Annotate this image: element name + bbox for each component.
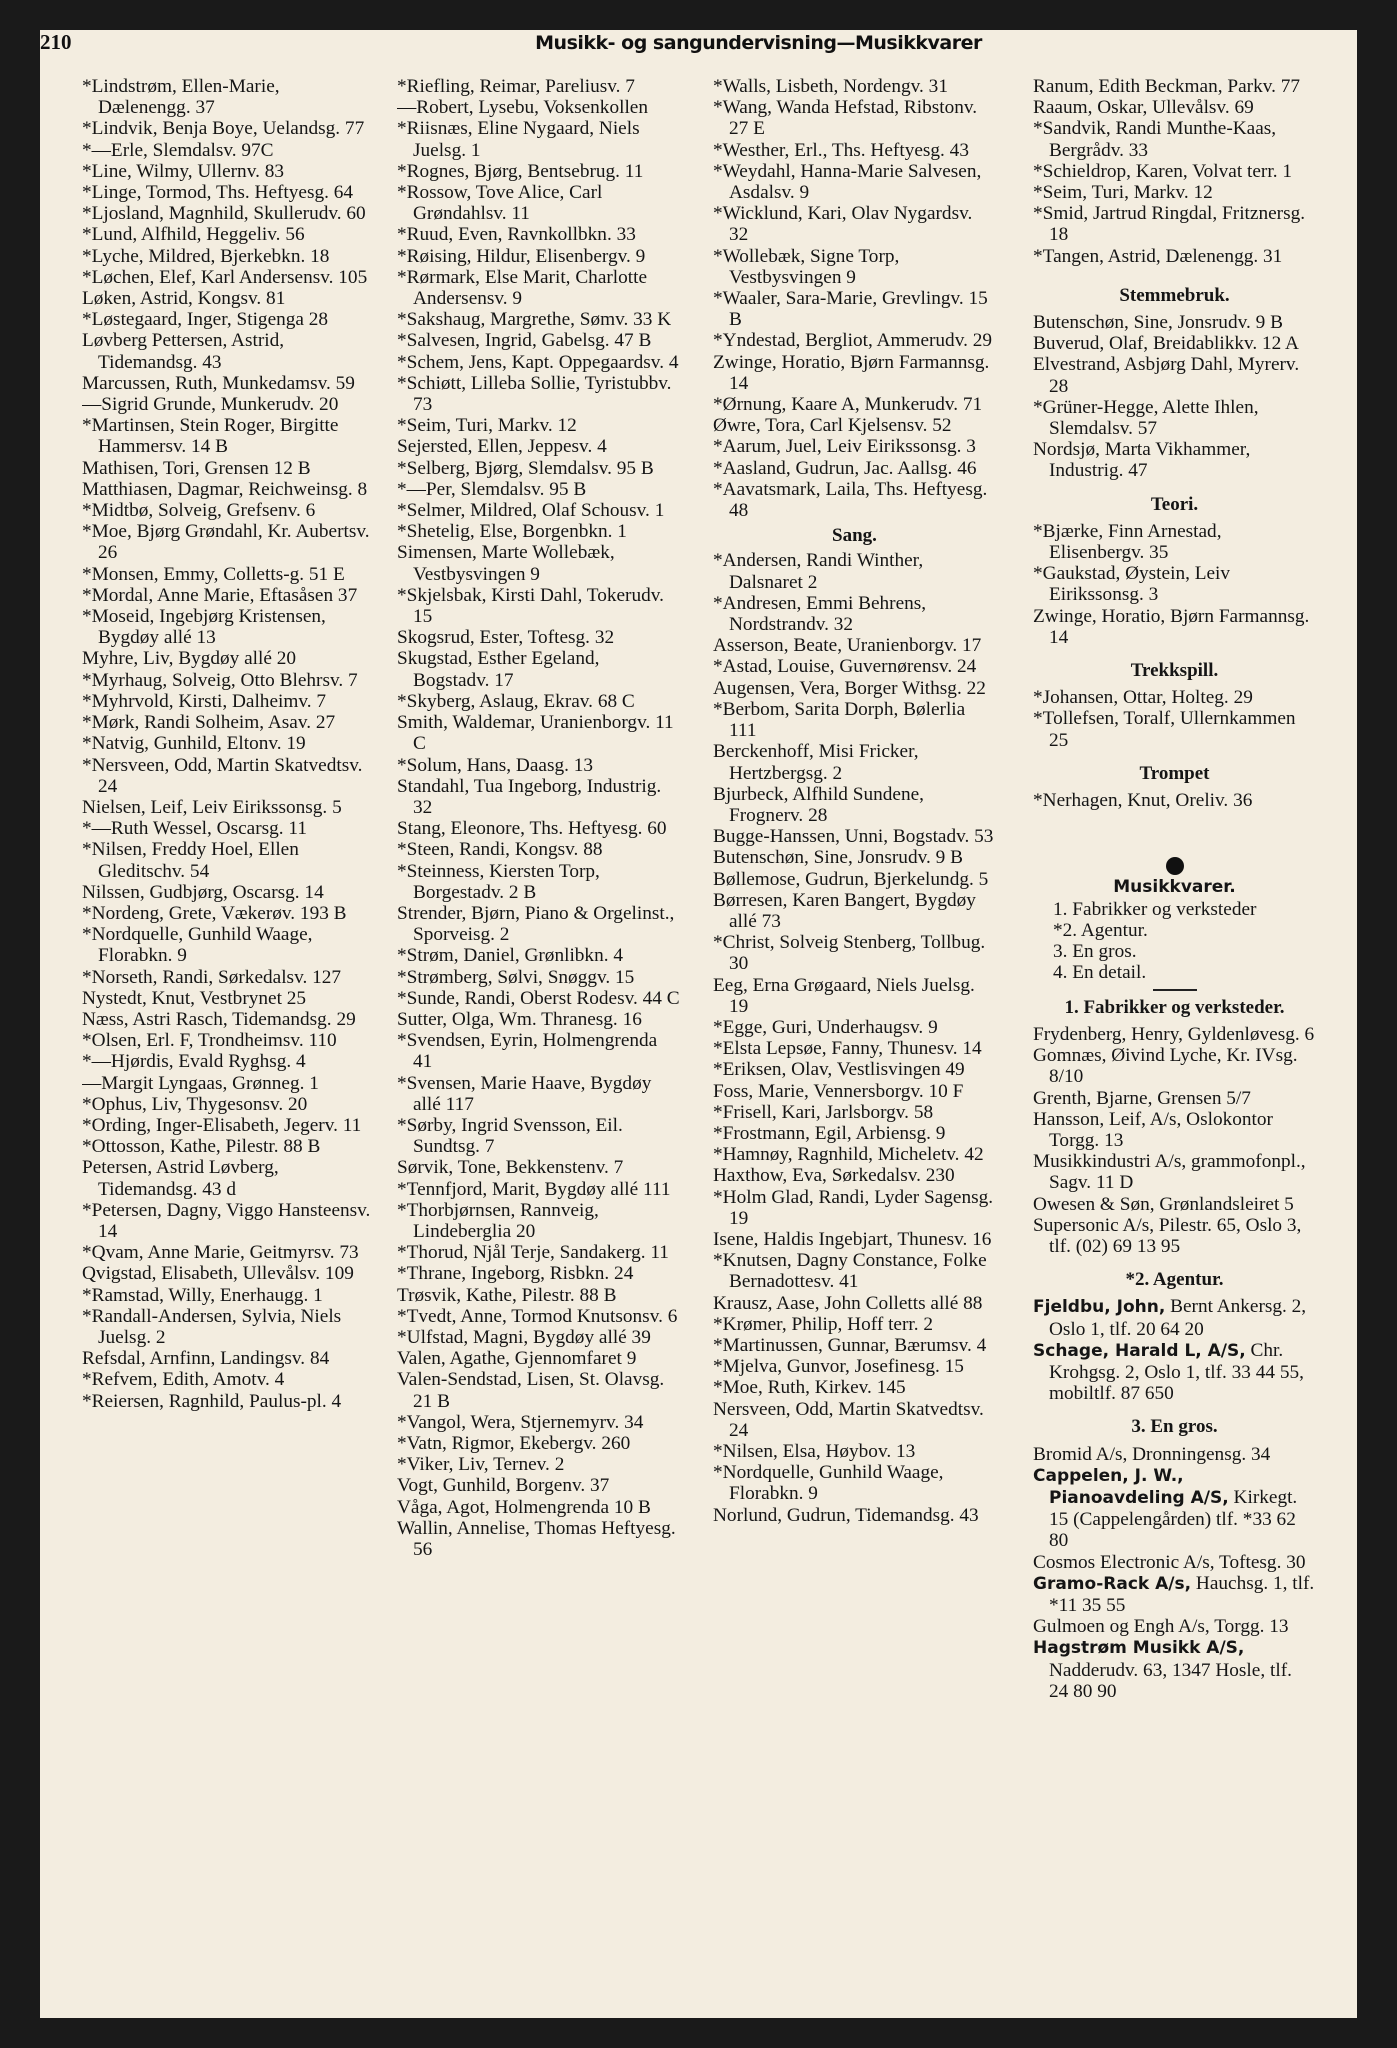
- directory-entry: *Nersveen, Odd, Martin Skatvedtsv. 24: [82, 754, 363, 797]
- directory-entry: *Lyche, Mildred, Bjerkebkn. 18: [82, 245, 330, 267]
- directory-entry: *Nordeng, Grete, Vækerøv. 193 B: [82, 902, 347, 924]
- directory-entry: Børresen, Karen Bangert, Bygdøy allé 73: [713, 889, 976, 932]
- directory-entry: *Moseid, Ingebjørg Kristensen, Bygdøy allé 13: [82, 606, 326, 649]
- directory-entry: *Krømer, Philip, Hoff terr. 2: [713, 1313, 934, 1335]
- section-heading-trekkspill: Trekkspill.: [1130, 660, 1219, 682]
- directory-entry: *Nilsen, Elsa, Høybov. 13: [713, 1441, 916, 1462]
- company-name: Gramo-Rack A/s,: [1033, 1573, 1192, 1594]
- directory-entry: *—Hjørdis, Evald Ryghsg. 4: [82, 1051, 306, 1073]
- directory-entry: *Martinussen, Gunnar, Bærumsv. 4: [713, 1334, 987, 1356]
- directory-entry: *Vangol, Wera, Stjernemyrv. 34: [397, 1411, 644, 1433]
- entry-address: Bromid A/s, Dronningensg. 34: [1033, 1443, 1271, 1465]
- directory-entry: *Astad, Louise, Guvernørensv. 24: [713, 656, 977, 678]
- directory-entry: *Svendsen, Eyrin, Holmengrenda 41: [397, 1030, 658, 1073]
- entry-address: Kirkegt. 15 (Cappelengården) tlf. *33 62 80: [1049, 1486, 1298, 1552]
- directory-entry: *Schiøtt, Lilleba Sollie, Tyristubbv. 73: [397, 372, 672, 416]
- directory-entry: *Ruud, Even, Ravnkollbkn. 33: [397, 224, 636, 246]
- directory-entry: [1033, 1616, 1316, 1637]
- directory-entry: Bøllemose, Gudrun, Bjerkelundg. 5: [713, 868, 989, 890]
- directory-entry: *Nilsen, Freddy Hoel, Ellen Gleditschv. 54: [82, 839, 299, 882]
- section-heading-trompet: Trompet: [1139, 762, 1210, 784]
- directory-entry: Marcussen, Ruth, Munkedamsv. 59: [82, 372, 355, 394]
- directory-entry: *Riisnæs, Eline Nygaard, Niels Juelsg. 1: [397, 118, 640, 161]
- directory-entry: Haxthow, Eva, Sørkedalsv. 230: [713, 1165, 955, 1187]
- directory-entry: *Strømberg, Sølvi, Snøggv. 15: [397, 966, 635, 988]
- directory-entry: Trøsvik, Kathe, Pilestr. 88 B: [397, 1284, 617, 1306]
- directory-entry: Matthiasen, Dagmar, Reichweinsg. 8: [82, 478, 368, 500]
- directory-entry: *Randall-Andersen, Sylvia, Niels Juelsg. 2: [82, 1305, 342, 1348]
- directory-entry: *Seim, Turi, Markv. 12: [397, 415, 577, 437]
- directory-entry: *Steinness, Kiersten Torp, Borgestadv. 2 B: [397, 860, 600, 903]
- directory-entry: Zwinge, Horatio, Bjørn Farmannsg. 14: [1033, 605, 1310, 648]
- entry-address: Nadderudv. 63, 1347 Hosle, tlf. 24 80 90: [1049, 1659, 1292, 1702]
- directory-entry: *Aasland, Gudrun, Jac. Aallsg. 46: [713, 457, 977, 479]
- directory-entry: Zwinge, Horatio, Bjørn Farmannsg. 14: [713, 351, 990, 394]
- directory-entry: *Ørnung, Kaare A, Munkerudv. 71: [713, 394, 983, 416]
- directory-entry: Sørvik, Tone, Bekkenstenv. 7: [397, 1157, 624, 1179]
- directory-entry: Våga, Agot, Holmengrenda 10 B: [397, 1496, 651, 1518]
- directory-entry: *Ramstad, Willy, Enerhaugg. 1: [82, 1284, 323, 1306]
- directory-entry: Wallin, Annelise, Thomas Heftyesg. 56: [397, 1517, 676, 1561]
- directory-entry: Bugge-Hanssen, Unni, Bogstadv. 53: [713, 826, 994, 848]
- directory-entry: Nordsjø, Marta Vikhammer, Industrig. 47: [1033, 439, 1251, 482]
- directory-entry: *Gaukstad, Øystein, Leiv Eirikssonsg. 3: [1033, 563, 1231, 606]
- directory-entry: *Nerhagen, Knut, Oreliv. 36: [1033, 790, 1253, 812]
- directory-entry: *Mjelva, Gunvor, Josefinesg. 15: [713, 1356, 964, 1378]
- directory-entry: *Berbom, Sarita Dorph, Bølerlia 111: [713, 698, 966, 742]
- section-heading-teori: Teori.: [1150, 493, 1199, 515]
- directory-entry: Frydenberg, Henry, Gyldenløvesg. 6: [1033, 1023, 1315, 1045]
- directory-entry: *Natvig, Gunhild, Eltonv. 19: [82, 733, 306, 755]
- divider: [1153, 989, 1197, 990]
- directory-entry: *Riefling, Reimar, Pareliusv. 7: [397, 76, 635, 97]
- directory-entry: Musikkindustri A/s, grammofonpl., Sagv. 11 D: [1033, 1151, 1306, 1194]
- directory-entry: *Tvedt, Anne, Tormod Knutsonsv. 6: [397, 1305, 678, 1327]
- directory-entry: Ranum, Edith Beckman, Parkv. 77: [1033, 76, 1301, 97]
- directory-entry: [1033, 1637, 1316, 1702]
- directory-entry: *Solum, Hans, Daasg. 13: [397, 754, 594, 776]
- directory-entry: Stang, Eleonore, Ths. Heftyesg. 60: [397, 818, 667, 840]
- section-heading-musikkvarer: Musikkvarer.: [1113, 877, 1236, 898]
- directory-entry: *Rognes, Bjørg, Bentsebrug. 11: [397, 160, 644, 182]
- directory-entry: *Shetelig, Else, Borgenbkn. 1: [397, 521, 627, 543]
- directory-entry: *Wang, Wanda Hefstad, Ribstonv. 27 E: [713, 97, 978, 140]
- directory-entry: Grenth, Bjarne, Grensen 5/7: [1033, 1087, 1251, 1109]
- directory-entry: *Weydahl, Hanna-Marie Salvesen, Asdalsv. 9: [713, 160, 982, 204]
- directory-entry: *Smid, Jartrud Ringdal, Fritznersg. 18: [1033, 203, 1306, 246]
- directory-entry: Øwre, Tora, Carl Kjelsensv. 52: [713, 415, 952, 437]
- directory-entry: *Seim, Turi, Markv. 12: [1033, 182, 1213, 204]
- directory-entry: *Sandvik, Randi Munthe-Kaas, Bergrådv. 33: [1033, 118, 1277, 161]
- page-title: Musikk- og sangundervisning—Musikkvarer: [535, 32, 982, 54]
- directory-entry: *Moe, Bjørg Grøndahl, Kr. Aubertsv. 26: [82, 521, 370, 564]
- directory-entry: *Tennfjord, Marit, Bygdøy allé 111: [397, 1178, 671, 1200]
- entry-address: Chr. Krohgsg. 2, Oslo 1, tlf. 33 44 55, mobiltlf. 87 650: [1049, 1339, 1304, 1405]
- directory-entry: Sutter, Olga, Wm. Thranesg. 16: [397, 1008, 642, 1030]
- directory-entry: *Johansen, Ottar, Holteg. 29: [1033, 687, 1253, 709]
- directory-entry: *Nordquelle, Gunhild Waage, Florabkn. 9: [82, 924, 313, 967]
- directory-entry: *Viker, Liv, Ternev. 2: [397, 1454, 565, 1476]
- directory-entry: Gomnæs, Øivind Lyche, Kr. IVsg. 8/10: [1033, 1045, 1298, 1088]
- directory-entry: *Monsen, Emmy, Colletts-g. 51 E: [82, 563, 345, 585]
- directory-entry: *Hamnøy, Ragnhild, Micheletv. 42: [713, 1144, 984, 1166]
- directory-entry: *Reiersen, Ragnhild, Paulus-pl. 4: [82, 1390, 342, 1412]
- directory-entry: *Schieldrop, Karen, Volvat terr. 1: [1033, 160, 1292, 182]
- directory-entry: *Selmer, Mildred, Olaf Schousv. 1: [397, 500, 665, 522]
- directory-entry: [1033, 1444, 1316, 1465]
- column-4: [1033, 76, 1316, 1956]
- directory-entry: *Rørmark, Else Marit, Charlotte Andersensv. 9: [397, 266, 648, 310]
- directory-entry: *Frisell, Kari, Jarlsborgv. 58: [713, 1101, 934, 1123]
- directory-entry: *Elsta Lepsøe, Fanny, Thunesv. 14: [713, 1038, 982, 1060]
- directory-entry: *Thorud, Njål Terje, Sandakerg. 11: [397, 1242, 669, 1264]
- directory-entry: *Sakshaug, Margrethe, Sømv. 33 K: [397, 309, 672, 331]
- directory-entry: *Petersen, Dagny, Viggo Hansteensv. 14: [82, 1199, 371, 1242]
- directory-entry: *Midtbø, Solveig, Grefsenv. 6: [82, 500, 316, 522]
- directory-entry: Asserson, Beate, Uranienborgv. 17: [713, 635, 982, 657]
- directory-entry: *Ording, Inger-Elisabeth, Jegerv. 11: [82, 1114, 362, 1136]
- directory-entry: *Norseth, Randi, Sørkedalsv. 127: [82, 966, 342, 988]
- directory-entry: Nersveen, Odd, Martin Skatvedtsv. 24: [713, 1398, 984, 1441]
- directory-entry: —Sigrid Grunde, Munkerudv. 20: [82, 394, 339, 416]
- section-heading-fabrikker: 1. Fabrikker og verksteder.: [1064, 996, 1285, 1018]
- directory-entry: *Thorbjørnsen, Rannveig, Lindebergliа 20: [397, 1199, 599, 1242]
- directory-entry: [1033, 1465, 1316, 1552]
- directory-entry: Nystedt, Knut, Vestbrynet 25: [82, 987, 307, 1009]
- directory-entry: Petersen, Astrid Løvberg, Tidemandsg. 43 d: [82, 1157, 279, 1200]
- directory-entry: [1033, 1340, 1316, 1405]
- column-3: [713, 76, 996, 1956]
- directory-entry: *—Per, Slemdalsv. 95 B: [397, 478, 587, 500]
- directory-entry: *Strøm, Daniel, Grønlibkn. 4: [397, 945, 623, 967]
- company-name: Hagstrøm Musikk A/S,: [1033, 1638, 1245, 1659]
- directory-entry: *—Ruth Wessel, Oscarsg. 11: [82, 818, 307, 840]
- directory-entry: Valen, Agathe, Gjennomfaret 9: [397, 1348, 637, 1370]
- company-name: Schage, Harald L, A/S,: [1033, 1340, 1246, 1361]
- directory-entry: Butenschøn, Sine, Jonsrudv. 9 B: [713, 847, 963, 869]
- directory-entry: Buverud, Olaf, Breidablikkv. 12 A: [1033, 333, 1299, 355]
- directory-entry: *Andresen, Emmi Behrens, Nordstrandv. 32: [713, 592, 927, 636]
- directory-entry: 1. Fabrikker og verksteder: [1053, 898, 1257, 920]
- entry-address: Hauchsg. 1, tlf. *11 35 55: [1049, 1572, 1315, 1616]
- column-1: [82, 76, 375, 1956]
- directory-entry: *Nordquelle, Gunhild Waage, Florabkn. 9: [713, 1462, 944, 1505]
- section-heading-stemmebruk: Stemmebruk.: [1119, 284, 1230, 306]
- section-heading-engros: 3. En gros.: [1131, 1416, 1218, 1438]
- directory-entry: Næss, Astri Rasch, Tidemandsg. 29: [82, 1008, 356, 1030]
- directory-entry: *Christ, Solveig Stenberg, Tollbug. 30: [713, 932, 986, 975]
- directory-entry: *Ophus, Liv, Thygesonsv. 20: [82, 1093, 308, 1115]
- directory-entry: Sejersted, Ellen, Jeppesv. 4: [397, 436, 607, 458]
- directory-entry: *Schem, Jens, Kapt. Oppegaardsv. 4: [397, 351, 679, 373]
- directory-entry: —Margit Lyngaas, Grønneg. 1: [82, 1072, 319, 1094]
- directory-entry: Vogt, Gunhild, Borgenv. 37: [397, 1475, 610, 1497]
- directory-entry: *Steen, Randi, Kongsv. 88: [397, 839, 603, 861]
- directory-entry: *Selberg, Bjørg, Slemdalsv. 95 B: [397, 457, 654, 479]
- directory-entry: *Myrhaug, Solveig, Otto Blehrsv. 7: [82, 669, 358, 691]
- entry-address: Bernt Ankersg. 2, Oslo 1, tlf. 20 64 20: [1049, 1296, 1307, 1340]
- directory-entry: Augensen, Vera, Borger Withsg. 22: [713, 677, 986, 699]
- directory-entry: Mathisen, Tori, Grensen 12 B: [82, 457, 311, 479]
- directory-entry: *2. Agentur.: [1053, 919, 1148, 941]
- directory-entry: *Westher, Erl., Ths. Heftyesg. 43: [713, 139, 969, 161]
- directory-entry: *Aavatsmark, Laila, Ths. Heftyesg. 48: [713, 478, 988, 522]
- directory-entry: *Holm Glad, Randi, Lyder Sagensg. 19: [713, 1186, 994, 1229]
- directory-entry: *Frostmann, Egil, Arbiensg. 9: [713, 1122, 946, 1144]
- company-name: Fjeldbu, John,: [1033, 1297, 1166, 1318]
- directory-entry: *Rossow, Tove Alice, Carl Grøndahlsv. 11: [397, 182, 603, 225]
- company-name: Cappelen, J. W., Pianoavdeling A/S,: [1033, 1465, 1229, 1508]
- directory-entry: Smith, Waldemar, Uranienborgv. 11 C: [397, 712, 674, 755]
- entry-address: Cosmos Electronic A/s, Toftesg. 30: [1033, 1551, 1306, 1573]
- directory-entry: *Svensen, Marie Haave, Bygdøy allé 117: [397, 1072, 652, 1115]
- directory-entry: *Tollefsen, Toralf, Ullernkammen 25: [1033, 708, 1296, 751]
- directory-entry: *Røising, Hildur, Elisenbergv. 9: [397, 245, 646, 267]
- directory-entry: *Aarum, Juel, Leiv Eirikssonsg. 3: [713, 436, 976, 458]
- directory-entry: *Martinsen, Stein Roger, Birgitte Hammersv. 14 B: [82, 415, 339, 458]
- directory-entry: *Walls, Lisbeth, Nordengv. 31: [713, 76, 948, 97]
- directory-entry: Standahl, Tua Ingeborg, Industrig. 32: [397, 775, 662, 818]
- directory-entry: *Skjelsbak, Kirsti Dahl, Tokerudv. 15: [397, 584, 664, 628]
- directory-entry: Elvestrand, Asbjørg Dahl, Myrerv. 28: [1033, 354, 1300, 397]
- directory-entry: Hansson, Leif, A/s, Oslokontor Torgg. 13: [1033, 1108, 1273, 1151]
- directory-entry: *Ottosson, Kathe, Pilestr. 88 B: [82, 1136, 321, 1158]
- directory-entry: *Waaler, Sara-Marie, Grevlingv. 15 B: [713, 288, 988, 331]
- directory-entry: Isene, Haldis Ingebjart, Thunesv. 16: [713, 1228, 992, 1250]
- directory-entry: Norlund, Gudrun, Tidemandsg. 43: [713, 1504, 979, 1526]
- directory-entry: Qvigstad, Elisabeth, Ullevålsv. 109: [82, 1263, 354, 1285]
- directory-entry: *Sørby, Ingrid Svensson, Eil. Sundtsg. 7: [397, 1114, 623, 1158]
- entry-address: Gulmoen og Engh A/s, Torgg. 13: [1033, 1616, 1289, 1638]
- directory-entry: *Ljosland, Magnhild, Skullerudv. 60: [82, 203, 366, 225]
- directory-entry: Strender, Bjørn, Piano & Orgelinst., Sporveisg. 2: [397, 902, 675, 946]
- directory-entry: Simensen, Marte Wollebæk, Vestbysvingen 9: [397, 542, 615, 585]
- directory-entry: [1033, 1296, 1316, 1339]
- directory-entry: *Løchen, Elef, Karl Andersensv. 105: [82, 266, 368, 288]
- directory-entry: Løvberg Pettersen, Astrid, Tidemandsg. 43: [82, 330, 285, 373]
- directory-entry: *Myhrvold, Kirsti, Dalheimv. 7: [82, 690, 327, 712]
- directory-entry: Berckenhoff, Misi Fricker, Hertzbergsg. 2: [713, 741, 919, 784]
- directory-entry: Skogsrud, Ester, Toftesg. 32: [397, 627, 615, 649]
- directory-entry: *Mordal, Anne Marie, Eftasåsen 37: [82, 584, 358, 606]
- directory-entry: *Ulfstad, Magni, Bygdøy allé 39: [397, 1326, 651, 1348]
- directory-entry: *Salvesen, Ingrid, Gabelsg. 47 B: [397, 330, 652, 352]
- directory-entry: 4. En detail.: [1053, 962, 1147, 984]
- directory-entry: *—Erle, Slemdalsv. 97C: [82, 139, 274, 161]
- directory-entry: Bjurbeck, Alfhild Sundene, Frognerv. 28: [713, 783, 924, 826]
- page-number: 210: [40, 30, 72, 54]
- directory-entry: Foss, Marie, Vennersborgv. 10 F: [713, 1080, 964, 1102]
- directory-entry: *Skyberg, Aslaug, Ekrav. 68 C: [397, 690, 635, 712]
- directory-entry: *Mørk, Randi Solheim, Asav. 27: [82, 712, 336, 734]
- directory-entry: Løken, Astrid, Kongsv. 81: [82, 288, 286, 310]
- directory-entry: *Sunde, Randi, Oberst Rodesv. 44 C: [397, 987, 680, 1009]
- directory-entry: *Tangen, Astrid, Dælenengg. 31: [1033, 245, 1283, 267]
- directory-entry: [1033, 1573, 1316, 1616]
- directory-entry: Krausz, Aase, John Colletts allé 88: [713, 1292, 983, 1314]
- directory-entry: *Grüner-Hegge, Alette Ihlen, Slemdalsv. 57: [1033, 396, 1259, 440]
- section-heading-agentur: *2. Agentur.: [1125, 1269, 1224, 1291]
- directory-entry: *Bjærke, Finn Arnestad, Elisenbergv. 35: [1033, 520, 1222, 564]
- directory-entry: *Lindvik, Benja Boye, Uelandsg. 77: [82, 118, 365, 140]
- directory-entry: *Lindstrøm, Ellen-Marie, Dælenengg. 37: [82, 76, 280, 119]
- directory-entry: Myhre, Liv, Bygdøy allé 20: [82, 648, 297, 670]
- directory-entry: *Yndestad, Bergliot, Ammerudv. 29: [713, 330, 993, 352]
- section-heading-sang: Sang.: [832, 525, 877, 547]
- directory-entry: 3. En gros.: [1053, 940, 1137, 962]
- directory-entry: *Thrane, Ingeborg, Risbkn. 24: [397, 1263, 634, 1285]
- directory-entry: Skugstad, Esther Egeland, Bogstadv. 17: [397, 648, 600, 691]
- section-bullet-icon: [1166, 857, 1184, 875]
- column-2: [397, 76, 680, 1956]
- directory-entry: Nilssen, Gudbjørg, Oscarsg. 14: [82, 881, 324, 903]
- directory-entry: Butenschøn, Sine, Jonsrudv. 9 B: [1033, 312, 1283, 334]
- directory-entry: Refsdal, Arnfinn, Landingsv. 84: [82, 1348, 330, 1370]
- directory-entry: *Wicklund, Kari, Olav Nygardsv. 32: [713, 203, 973, 246]
- directory-entry: *Refvem, Edith, Amotv. 4: [82, 1369, 285, 1391]
- directory-entry: *Olsen, Erl. F, Trondheimsv. 110: [82, 1030, 337, 1052]
- directory-entry: Owesen & Søn, Grønlandsleiret 5: [1033, 1193, 1294, 1215]
- directory-entry: *Wollebæk, Signe Torp, Vestbysvingen 9: [713, 245, 900, 288]
- directory-entry: Eeg, Erna Grøgaard, Niels Juelsg. 19: [713, 974, 975, 1017]
- directory-entry: *Qvam, Anne Marie, Geitmyrsv. 73: [82, 1242, 359, 1264]
- directory-entry: *Vatn, Rigmor, Ekebergv. 260: [397, 1433, 631, 1454]
- directory-entry: *Linge, Tormod, Ths. Heftyesg. 64: [82, 182, 354, 204]
- directory-entry: Nielsen, Leif, Leiv Eirikssonsg. 5: [82, 796, 342, 818]
- directory-entry: *Lund, Alfhild, Heggeliv. 56: [82, 224, 305, 246]
- directory-entry: *Moe, Ruth, Kirkev. 145: [713, 1377, 906, 1399]
- directory-entry: —Robert, Lysebu, Voksenkollen: [397, 97, 649, 119]
- directory-entry: *Eriksen, Olav, Vestlisvingen 49: [713, 1059, 965, 1081]
- directory-entry: Valen-Sendstad, Lisen, St. Olavsg. 21 B: [397, 1369, 665, 1412]
- directory-entry: Supersonic A/s, Pilestr. 65, Oslo 3, tlf. (02) 69 13 95: [1033, 1214, 1302, 1257]
- directory-entry: *Andersen, Randi Winther, Dalsnaret 2: [713, 550, 924, 593]
- directory-entry: Raaum, Oskar, Ullevålsv. 69: [1033, 97, 1254, 119]
- directory-entry: [1033, 1552, 1316, 1573]
- directory-entry: *Egge, Guri, Underhaugsv. 9: [713, 1016, 938, 1038]
- directory-entry: *Line, Wilmy, Ullernv. 83: [82, 160, 284, 182]
- directory-entry: *Løstegaard, Inger, Stigenga 28: [82, 309, 329, 331]
- directory-entry: *Knutsen, Dagny Constance, Folke Bernadottesv. 41: [713, 1250, 987, 1293]
